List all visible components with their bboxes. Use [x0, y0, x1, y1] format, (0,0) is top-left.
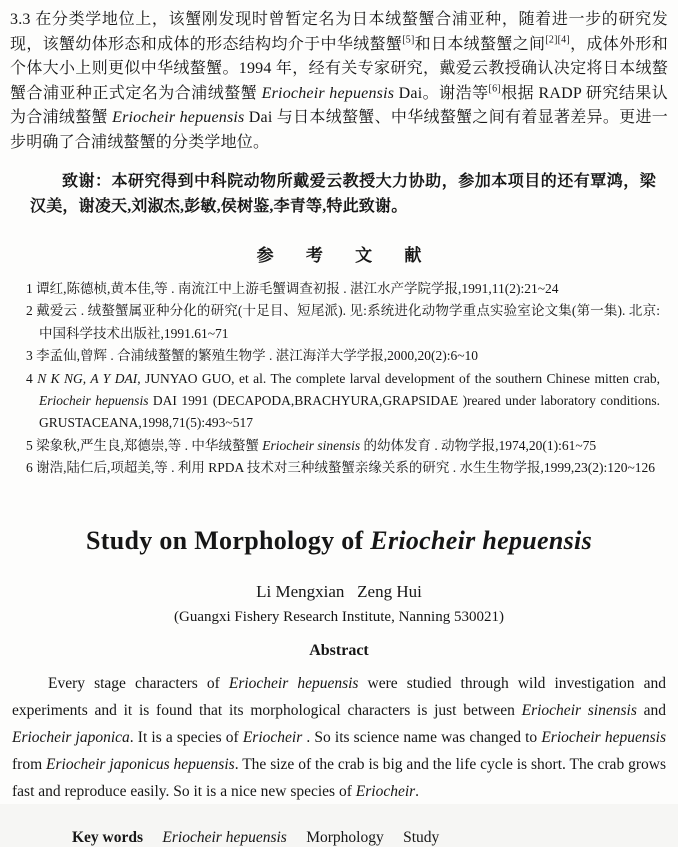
abstract-paragraph: Every stage characters of Eriocheir hepuensis were studied through wild investigation and experiments and it is found that its morphological characters is just between Eriocheir sinensis and Eriocheir japonica. It is a species of Eriocheir . So its science name was changed to Eriocheir hepuensis from Eriocheir japonicus hepuensis. The size of the crab is big and the life cycle is short. The crab grows fast and reproduce easily. So it is a nice new species of Eriocheir. [12, 674, 666, 800]
authors-line: Li Mengxian Zeng Hui [256, 581, 422, 601]
reference-item-1: 1 谭红,陈德桢,黄本佳,等 . 南流江中上游毛蟹调查初报 . 湛江水产学院学报,1991,11(2):21~24 [26, 281, 559, 296]
reference-item-6: 6 谢浩,陆仁后,项超美,等 . 利用 RPDA 技术对三种绒螯蟹亲缘关系的研究 . 水生生物学报,1999,23(2):120~126 [26, 460, 656, 476]
abstract-heading: Abstract [309, 641, 369, 659]
references-list [26, 278, 660, 480]
reference-item-5: 5 梁象秋,严生良,郑德崇,等 . 中华绒螯蟹 Eriocheir sinensis 的幼体发育 . 动物学报,1974,20(1):61~75 [26, 437, 597, 453]
taxonomy-paragraph: 3.3 在分类学地位上，该蟹刚发现时曾暂定名为日本绒螯蟹合浦亚种，随着进一步的研究发现，该蟹幼体形态和成体的形态结构均介于中华绒螯蟹[5]和日本绒螯蟹之间[2][4]，成体外形和个体大小上则更似中华绒螯蟹。1994 年，经有关专家研究，戴爱云教授确认决定将日本绒螯蟹合浦亚种正式定名为合浦绒螯蟹 Eriocheir hepuensis Dai。谢浩等[6]根据 RADP 研究结果认为合浦绒螯蟹 Eriocheir hepuensis Dai 与日本绒螯蟹、中华绒螯蟹之间有着显著差异。更进一步明确了合浦绒螯蟹的分类学地位。 [10, 11, 669, 151]
reference-item-3: 3 李孟仙,曾辉 . 合浦绒螯蟹的繁殖生物学 . 湛江海洋大学学报,2000,20(2):6~10 [26, 348, 479, 364]
reference-item-4: 4 N K NG, A Y DAI, JUNYAO GUO, et al. The complete larval development of the southern Chinese mitten crab, Eriocheir hepuensis DAI 1991 (DECAPODA,BRACHYURA,GRAPSIDAE )reared under laboratory conditions. GRUSTACEANA,1998,71(5):493~517 [26, 370, 660, 431]
affiliation-line: (Guangxi Fishery Research Institute, Nanning 530021) [174, 608, 504, 625]
english-title: Study on Morphology of Eriocheir hepuensis [86, 525, 592, 555]
keywords-line: Key words Eriocheir hepuensis Morphology Study [72, 828, 440, 846]
reference-item-2: 2 戴爱云 . 绒螯蟹属亚种分化的研究(十足目、短尾派). 见:系统进化动物学重点实验室论文集(第一集). 北京:中国科学技术出版社,1991.61~71 [26, 303, 660, 341]
acknowledgment-paragraph: 致谢：本研究得到中科院动物所戴爱云教授大力协助，参加本项目的还有覃鸿，梁汉美，谢凌天,刘淑杰,彭敏,侯树鉴,李青等,特此致谢。 [30, 173, 656, 215]
references-heading: 参 考 文 献 [256, 246, 436, 265]
